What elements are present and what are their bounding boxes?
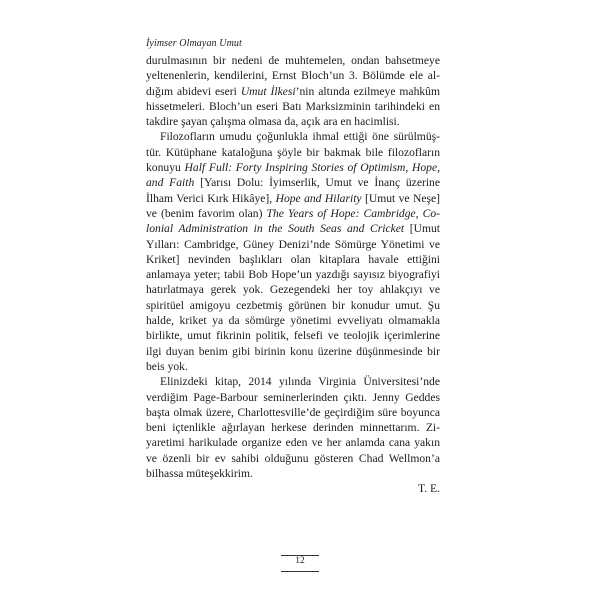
- author-signature: T. E.: [418, 482, 440, 496]
- book-title-umut-ilkesi: Umut İlkesi: [240, 84, 296, 98]
- book-title-hope-and-hilarity: Hope and Hilarity: [275, 191, 362, 205]
- page-footer: [0, 550, 600, 568]
- paragraph-1: [146, 53, 440, 129]
- book-title-half-full: Half Full: Forty Inspiring Stories of Optimism, Hope, and Faith: [146, 161, 441, 190]
- book-title-years-of-hope: The Years of Hope: Cambridge, Co-lonial Administration in the South Seas and Cricket: [146, 206, 440, 236]
- running-head: İyimser Olmayan Umut: [146, 38, 242, 49]
- paragraph-2-text-1: Filozofların umudu çoğunlukla ihmal ettiği öne sürülmüş-tür. Kütüphane kataloğuna şöyle bir bakmak bile filozofların konuyu: [146, 130, 440, 175]
- paragraph-2-text-2: [Yarısı Dolu: İyimserlik, Umut ve İnanç üzerine İlham Verici Kırk Hikâye],: [146, 176, 440, 205]
- paragraph-1-text-2: ’nin altında ezilmeye mahkûm hissetmeleri. Bloch’un eseri Batı Marksizminin tarihindeki en takdire şayan çalışma olmasa da, açık ara en hacimlisi.: [146, 84, 440, 129]
- paragraph-3: [146, 374, 440, 481]
- main-text: [146, 53, 440, 497]
- page-number: 12: [295, 556, 305, 566]
- folio-rule-bottom: [281, 571, 319, 572]
- paragraph-2: [146, 129, 440, 374]
- page-number-box: [281, 556, 319, 568]
- folio-rule-top: [281, 555, 319, 556]
- paragraph-2-text-4: [Umut Yılları: Cambridge, Güney Denizi’nde Sömürge Yönetimi ve Kriket] nevinden başlıkları olan kitaplara havale ettiğini anlamaya yeter; tabii Bob Hope’un yazdığı sayısız biyografiyi hatırlatmaya gerek yok. Gezegendeki her toy ahlakçıyı ve spiritüel amigoyu cezbetmiş görünen bir konudur umut. Şu halde, kriket ya da sömürge yönetimi evveliyatı olmamakla birlikte, umut fikrinin politik, felsefi ve teolojik içerimlerine ilgi duyan benim gibi birinin konu üzerine düşünmesinde bir beis yok.: [146, 222, 440, 373]
- paragraph-3-text-1: Elinizdeki kitap, 2014 yılında Virginia Üniversitesi’nde verdiğim Page-Barbour seminerlerinden çıktı. Jenny Geddes başta olmak üzere, Charlottesville’de geçirdiğim süre boyunca beni içtenlikle ağırlayan herkese derinden minnettarım. Zi-yaretimi harikulade organize eden ve her anlamda cana yakın ve özenli bir ev sahibi olduğunu gösteren Chad Wellmon’a bilhassa müteşekkirim.: [146, 375, 440, 481]
- paragraph-1-text-1: durulmasının bir nedeni de muhtemelen, ondan bahsetmeye yeltenenlerin, kendilerini, Ernst Bloch’un 3. Bölümde ele al-dığım abidevi eseri: [146, 54, 440, 98]
- paragraph-2-text-3: [Umut ve Neşe] ve (benim favorim olan): [146, 191, 440, 220]
